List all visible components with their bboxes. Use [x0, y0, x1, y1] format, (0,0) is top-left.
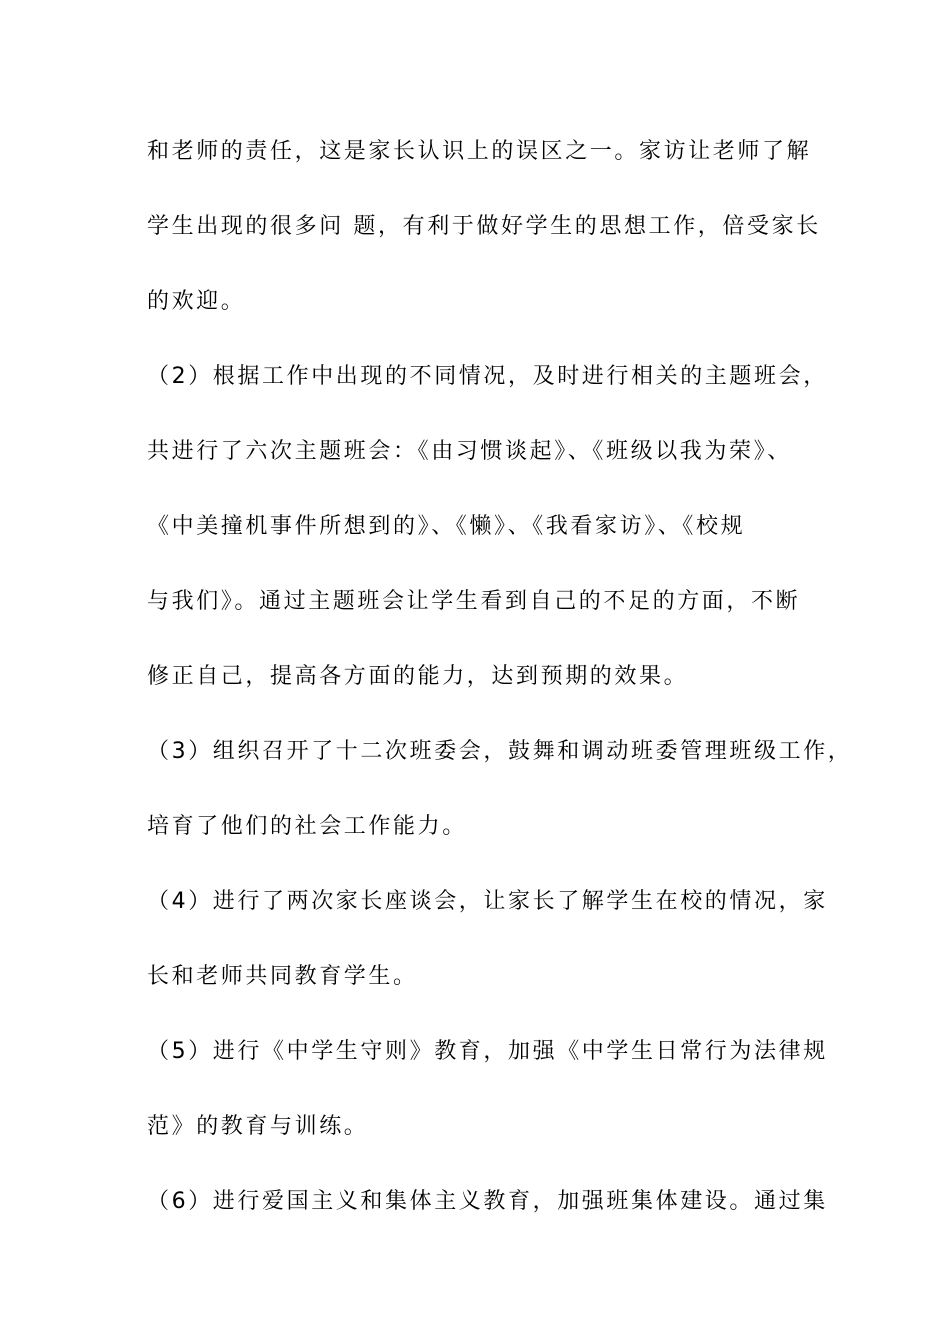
text-line: （5）进行《中学生守则》教育，加强《中学生日常行为法律规	[147, 1039, 828, 1064]
text-line: 范》的教育与训练。	[147, 1114, 369, 1139]
text-line: 长和老师共同教育学生。	[147, 964, 418, 989]
text-line: 的欢迎。	[147, 289, 246, 314]
text-line: 与我们》。通过主题班会让学生看到自己的不足的方面，不断	[147, 589, 801, 614]
text-line: （3）组织召开了十二次班委会，鼓舞和调动班委管理班级工作，	[147, 739, 853, 764]
text-line: 培育了他们的社会工作能力。	[147, 814, 467, 839]
text-line: （6）进行爱国主义和集体主义教育，加强班集体建设。通过集	[147, 1189, 828, 1214]
text-line: 修正自己，提高各方面的能力，达到预期的效果。	[147, 664, 689, 689]
text-line: 和老师的责任，这是家长认识上的误区之一。家访让老师了解	[147, 139, 812, 164]
text-line: 《中美撞机事件所想到的》、《懒》、《我看家访》、《校规	[147, 514, 746, 539]
text-line: （4）进行了两次家长座谈会，让家长了解学生在校的情况，家	[147, 889, 828, 914]
text-line: 学生出现的很多问 题，有利于做好学生的思想工作，倍受家长	[147, 214, 821, 239]
text-line: （2）根据工作中出现的不同情况，及时进行相关的主题班会，	[147, 364, 828, 389]
text-line: 共进行了六次主题班会：《由习惯谈起》、《班级以我为荣》、	[147, 439, 792, 464]
